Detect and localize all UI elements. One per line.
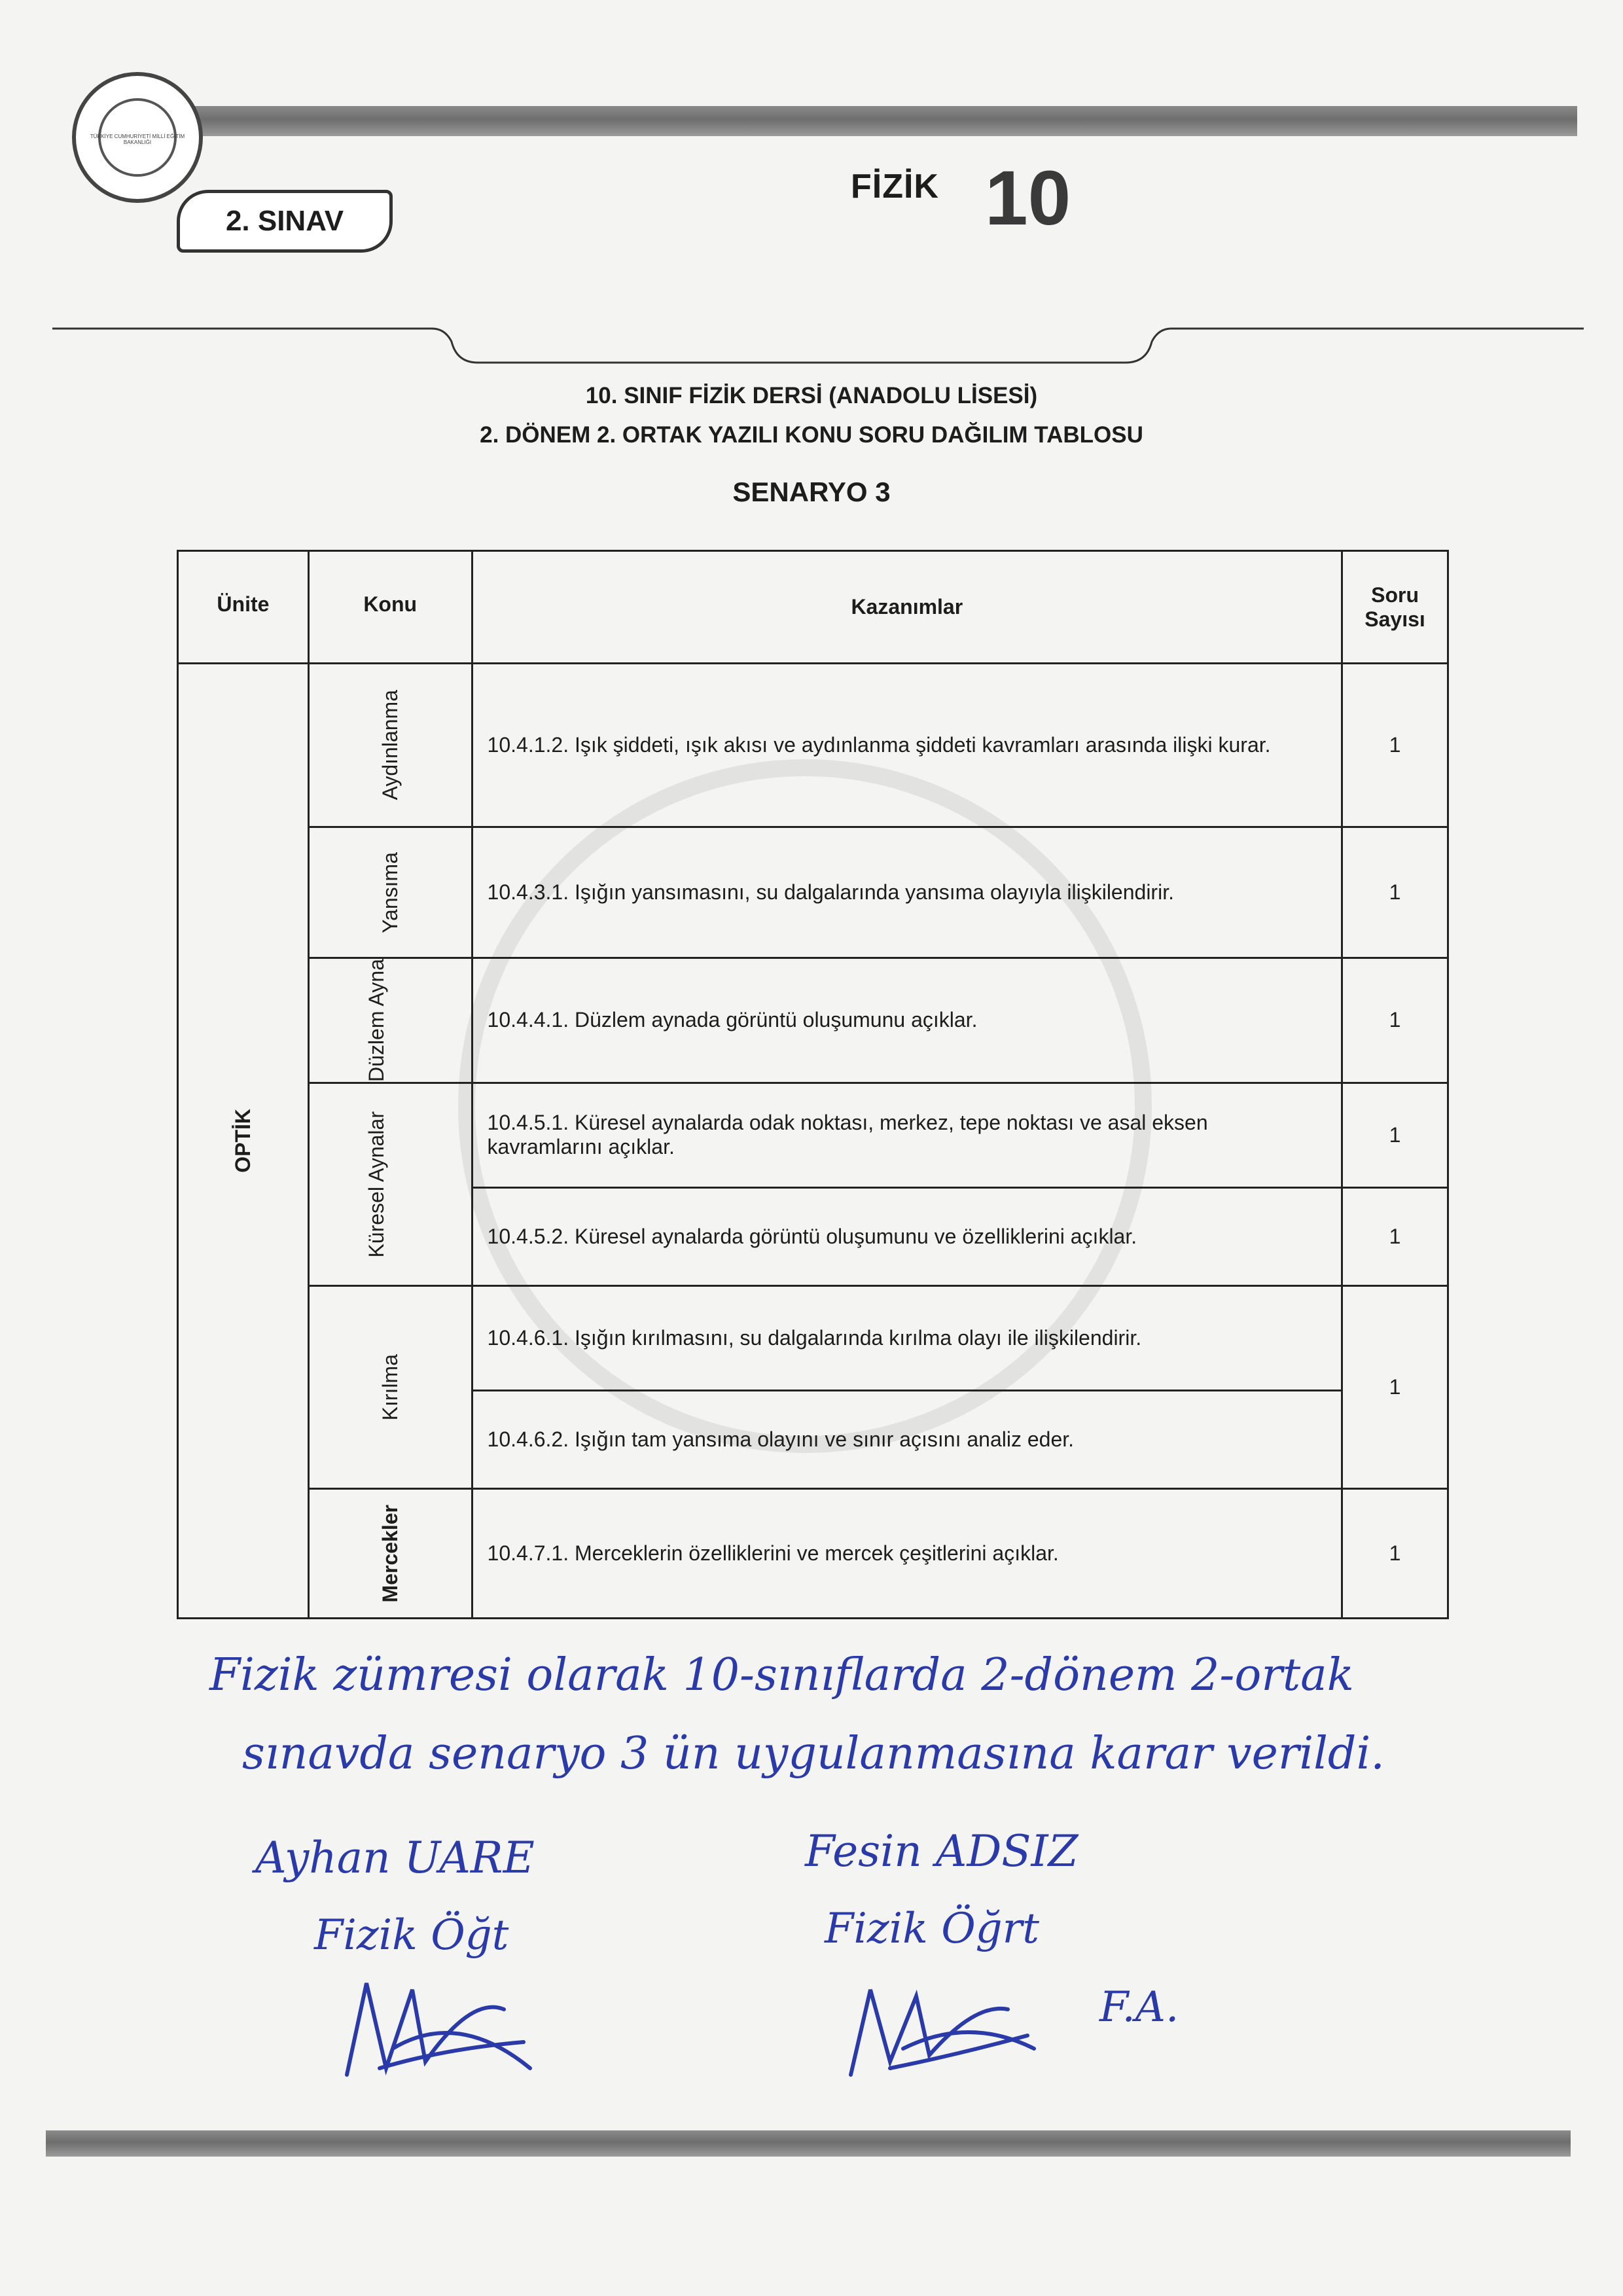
topic-cell: [308, 1083, 472, 1285]
count-cell: 1: [1342, 1187, 1448, 1285]
outcome-cell: 10.4.7.1. Merceklerin özelliklerini ve mercek çeşitlerini açıklar.: [472, 1488, 1342, 1618]
table-row: [178, 664, 1448, 827]
handwritten-note-line2: sınavda senaryo 3 ün uygulanmasına karar verildi.: [242, 1728, 1385, 1780]
topic-cell: [308, 1285, 472, 1488]
heading-line2: 2. DÖNEM 2. ORTAK YAZILI KONU SORU DAĞILIM TABLOSU: [480, 422, 1143, 448]
handwritten-note-line1: Fizik zümresi olarak 10-sınıflarda 2-dönem 2-ortak: [209, 1649, 1354, 1701]
col-outcomes-header: Kazanımlar: [472, 551, 1342, 664]
table-row: [178, 958, 1448, 1083]
teacher2-signature: [844, 1970, 1041, 2081]
teacher1-title: Fizik Öğt: [314, 1911, 509, 1960]
count-cell: 1: [1342, 1285, 1448, 1488]
logo-text: TÜRKİYE CUMHURİYETİ MİLLİ EĞİTİM BAKANLIĞI: [90, 134, 185, 145]
count-cell: 1: [1342, 664, 1448, 827]
outcome-cell: 10.4.3.1. Işığın yansımasını, su dalgalarında yansıma olayıyla ilişkilendirir.: [472, 827, 1342, 958]
table-row: [178, 1083, 1448, 1187]
teacher2-title: Fizik Öğrt: [825, 1905, 1039, 1953]
initials-mark: F.A.: [1099, 1983, 1179, 2032]
exam-label: 2. SINAV: [177, 190, 393, 253]
topic-cell: [308, 827, 472, 958]
teacher1-signature: [340, 1970, 537, 2081]
table-row: [178, 1285, 1448, 1390]
outcome-cell: 10.4.6.2. Işığın tam yansıma olayını ve sınır açısını analiz eder.: [472, 1390, 1342, 1488]
count-cell: 1: [1342, 958, 1448, 1083]
count-cell: 1: [1342, 1083, 1448, 1187]
topic-label: Düzlem Ayna: [365, 959, 389, 1082]
topic-label: Aydınlanma: [378, 690, 402, 800]
col-topic-header: Konu: [308, 551, 472, 664]
col-count-header: Soru Sayısı: [1342, 551, 1448, 664]
teacher1-name: Ayhan UARE: [255, 1833, 535, 1883]
grade-number: 10: [985, 155, 1071, 242]
topic-label: Küresel Aynalar: [365, 1111, 389, 1258]
table-row: [178, 827, 1448, 958]
count-cell: 1: [1342, 827, 1448, 958]
bottom-band: [46, 2130, 1571, 2157]
teacher2-name: Fesin ADSIZ: [805, 1826, 1079, 1876]
topic-cell: [308, 1488, 472, 1618]
meb-logo: [72, 72, 203, 203]
outcome-cell: 10.4.1.2. Işık şiddeti, ışık akısı ve aydınlanma şiddeti kavramları arasında ilişki kurar.: [472, 664, 1342, 827]
subject-label: FİZİK: [851, 168, 939, 206]
unit-label: OPTİK: [231, 1109, 255, 1173]
topic-label: Yansıma: [378, 852, 402, 933]
heading-line1: 10. SINIF FİZİK DERSİ (ANADOLU LİSESİ): [585, 383, 1038, 408]
top-band: [151, 106, 1577, 136]
header-divider: [52, 308, 1584, 373]
table-row: [178, 1488, 1448, 1618]
count-cell: 1: [1342, 1488, 1448, 1618]
topic-label: Mercekler: [378, 1504, 402, 1603]
scenario-title: SENARYO 3: [732, 476, 891, 507]
table-header-row: [178, 551, 1448, 664]
topic-cell: [308, 664, 472, 827]
outcome-cell: 10.4.6.1. Işığın kırılmasını, su dalgalarında kırılma olayı ile ilişkilendirir.: [472, 1285, 1342, 1390]
outcome-cell: 10.4.5.1. Küresel aynalarda odak noktası, merkez, tepe noktası ve asal eksen kavramlarını açıklar.: [472, 1083, 1342, 1187]
unit-cell: [178, 664, 309, 1619]
col-unit-header: Ünite: [178, 551, 309, 664]
outcome-cell: 10.4.5.2. Küresel aynalarda görüntü oluşumunu ve özelliklerini açıklar.: [472, 1187, 1342, 1285]
outcome-cell: 10.4.4.1. Düzlem aynada görüntü oluşumunu açıklar.: [472, 958, 1342, 1083]
topic-cell: [308, 958, 472, 1083]
distribution-table: [177, 550, 1449, 1619]
topic-label: Kırılma: [378, 1354, 402, 1421]
